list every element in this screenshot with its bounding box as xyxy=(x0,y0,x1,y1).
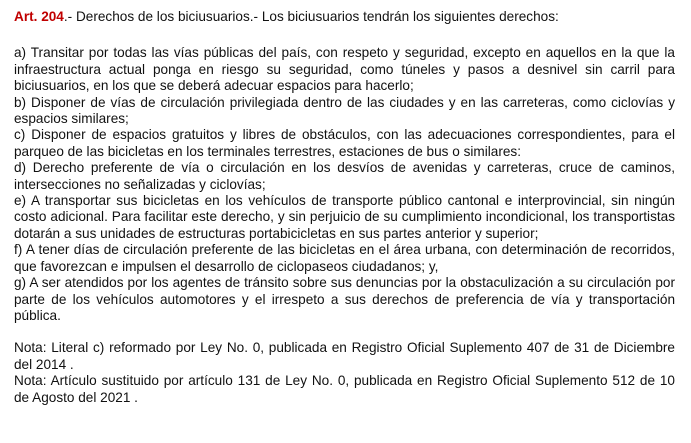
rights-list xyxy=(14,45,675,324)
article-heading xyxy=(14,9,675,25)
literal-a: a) Transitar por todas las vías públicas del país, con respeto y seguridad, excepto en aquellos en la que la infraestructura actual ponga en riesgo su seguridad, como túneles y pasos a desnivel sin carril para biciusuarios, en los que se deberá adecuar espacios para hacerlo; xyxy=(14,45,675,94)
literal-d: d) Derecho preferente de vía o circulación en los desvíos de avenidas y carreteras, cruce de caminos, intersecciones no señalizadas y ciclovías; xyxy=(14,160,675,192)
literal-f: f) A tener días de circulación preferente de las bicicletas en el área urbana, con determinación de recorridos, que favorezcan e impulsen el desarrollo de ciclopaseos ciudadanos; y, xyxy=(14,242,675,274)
notes-section xyxy=(14,340,675,406)
literal-b: b) Disponer de vías de circulación privilegiada dentro de las ciudades y en las carreteras, como ciclovías y espacios similares; xyxy=(14,94,675,127)
literal-g: g) A ser atendidos por los agentes de tránsito sobre sus denuncias por la obstaculización a su circulación por parte de los vehículos automotores y el irrespeto a sus derechos de preferencia de vía y transportación pública. xyxy=(14,275,675,323)
literal-c: c) Disponer de espacios gratuitos y libres de obstáculos, con las adecuaciones correspondientes, para el parqueo de las bicicletas en los terminales terrestres, estaciones de bus o similares: xyxy=(14,127,675,159)
article-title: .- Derechos de los biciusuarios.- Los biciusuarios tendrán los siguientes derechos: xyxy=(63,9,559,24)
literal-e: e) A transportar sus bicicletas en los vehículos de transporte público cantonal e interprovincial, sin ningún costo adicional. Para facilitar este derecho, y sin perjuicio de su cumplimiento incondicional, los transportistas dotarán a sus unidades de estructuras portabicicletas en sus partes anterior y superior; xyxy=(14,193,675,241)
article-reference: Art. 204 xyxy=(14,9,64,24)
note-reform: Nota: Literal c) reformado por Ley No. 0, publicada en Registro Oficial Suplemento 407 de 31 de Diciembre del 2014 . xyxy=(14,340,675,372)
note-substitution: Nota: Artículo sustituido por artículo 131 de Ley No. 0, publicada en Registro Oficial Suplemento 512 de 10 de Agosto del 2021 . xyxy=(14,373,675,405)
